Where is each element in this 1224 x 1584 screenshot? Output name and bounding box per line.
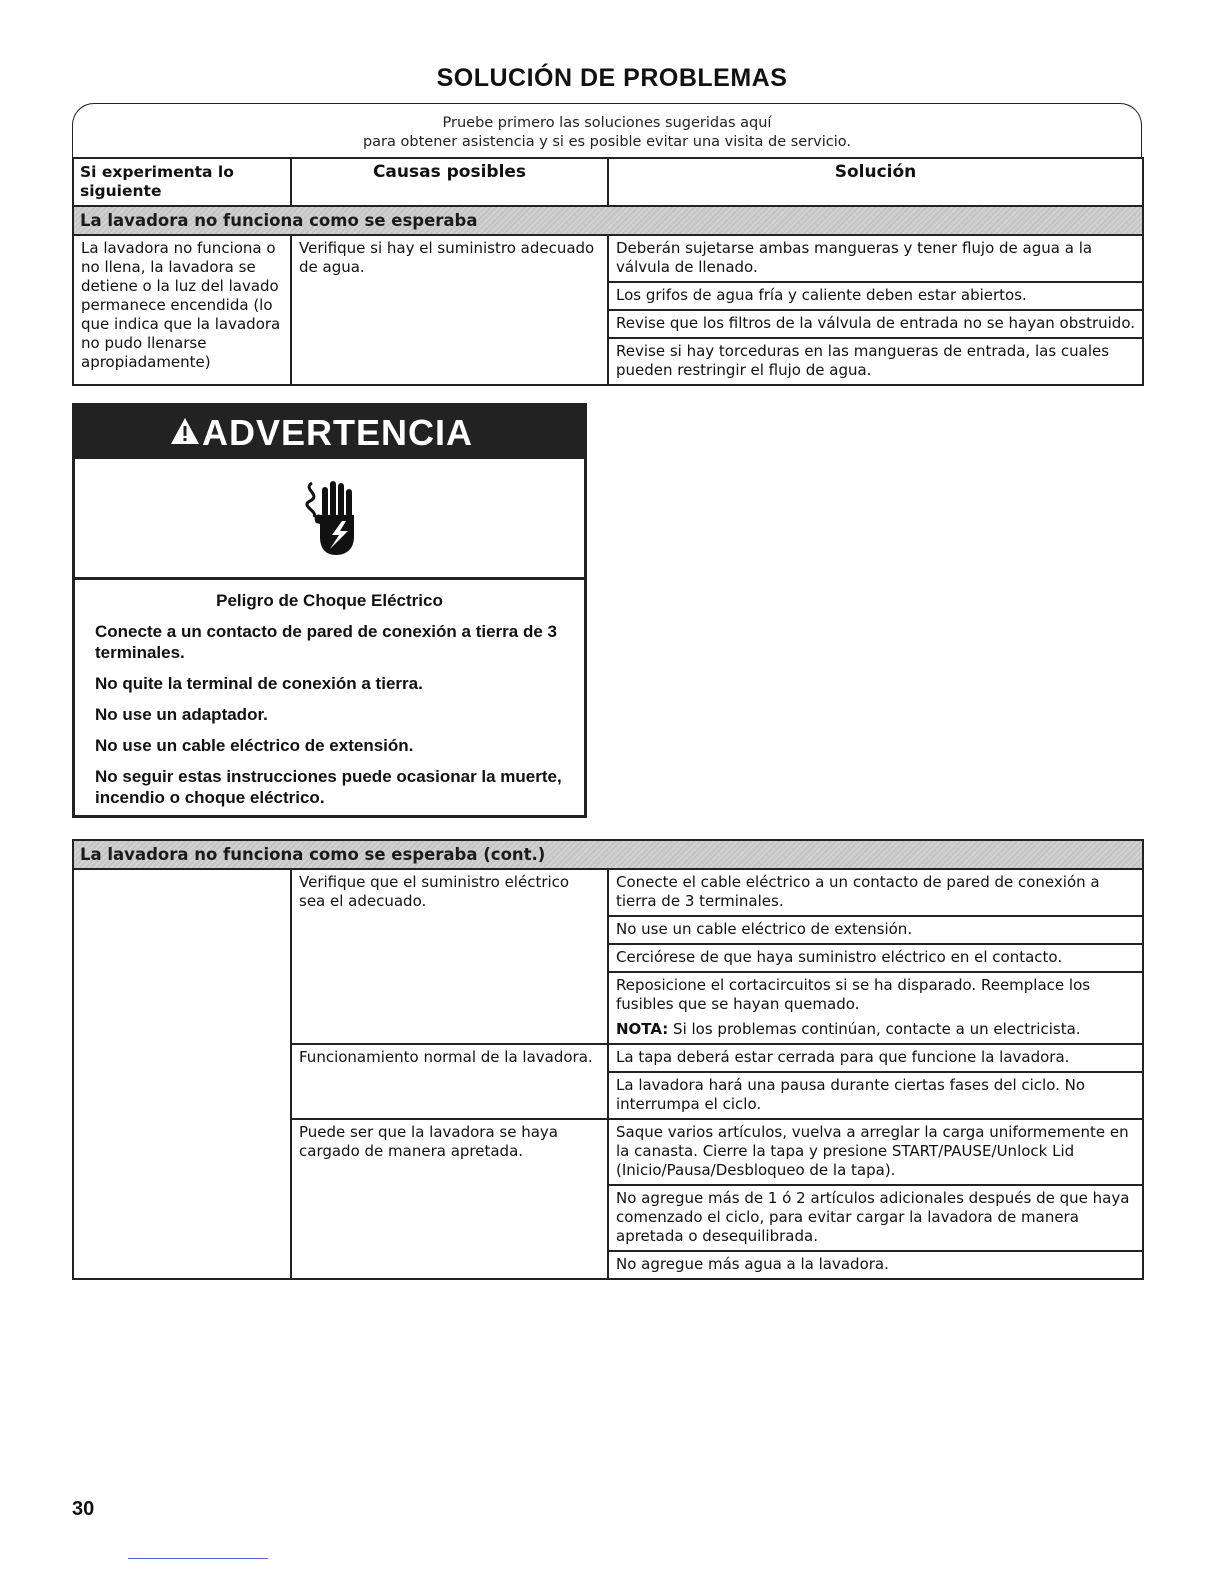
solution-item: Revise si hay torceduras en las mangueras de entrada, las cuales pueden restringir el flujo de agua.: [616, 342, 1110, 379]
section-row: [73, 206, 1143, 235]
section-title: La lavadora no funciona como se esperaba: [73, 206, 1143, 235]
note: [616, 1020, 1135, 1039]
cause-cell: Funcionamiento normal de la lavadora.: [291, 1044, 608, 1119]
shock-hazard-area: [75, 459, 584, 580]
warning-subtitle: Peligro de Choque Eléctrico: [216, 591, 443, 610]
warning-line: No quite la terminal de conexión a tierra.: [95, 674, 423, 693]
electric-shock-hand-icon: [292, 473, 368, 563]
header-causes: Causas posibles: [291, 158, 608, 206]
troubleshooting-table-cont: [72, 839, 1144, 1280]
solution-cell: [608, 1119, 1143, 1279]
note-label: NOTA:: [616, 1020, 669, 1038]
solution-item: La lavadora hará una pausa durante ciertas fases del ciclo. No interrumpa el ciclo.: [616, 1076, 1086, 1113]
solution-text: Reposicione el cortacircuitos si se ha disparado. Reemplace los fusibles que se hayan quemado.: [616, 976, 1091, 1013]
cause-cell: Puede ser que la lavadora se haya cargado de manera apretada.: [291, 1119, 608, 1279]
symptom-cell: La lavadora no funciona o no llena, la lavadora se detiene o la luz del lavado permanece encendida (lo que indica que la lavadora no pudo llenarse apropiadamente): [73, 235, 291, 385]
table-header-row: [73, 158, 1143, 206]
solution-item: [609, 973, 1142, 1043]
intro-line-2: para obtener asistencia y si es posible evitar una visita de servicio.: [362, 134, 852, 150]
solution-item: No agregue más de 1 ó 2 artículos adicionales después de que haya comenzado el ciclo, para evitar cargar la lavadora de manera apretada o desequilibrada.: [609, 1186, 1142, 1252]
table-row: [73, 235, 1143, 385]
warning-triangle-icon: [170, 412, 200, 454]
footer-rule: [128, 1558, 268, 1559]
page-title: SOLUCIÓN DE PROBLEMAS: [436, 64, 788, 92]
cause-cell: Verifique que el suministro eléctrico sea el adecuado.: [291, 869, 608, 1044]
warning-line: No use un adaptador.: [95, 705, 268, 724]
solution-item: No use un cable eléctrico de extensión.: [609, 917, 1142, 945]
note-text: Si los problemas continúan, contacte a un electricista.: [673, 1020, 1081, 1038]
warning-body: [75, 580, 584, 808]
symptom-cell: [73, 869, 291, 1279]
section-row: [73, 840, 1143, 869]
solution-cell: [608, 869, 1143, 1044]
solution-item: Conecte el cable eléctrico a un contacto de pared de conexión a tierra de 3 terminales.: [609, 870, 1142, 917]
section-title: La lavadora no funciona como se esperaba (cont.): [73, 840, 1143, 869]
table-row: [73, 869, 1143, 1044]
solution-item: Deberán sujetarse ambas mangueras y tener flujo de agua a la válvula de llenado.: [609, 236, 1142, 283]
troubleshooting-table: [72, 157, 1144, 386]
header-solution: Solución: [608, 158, 1143, 206]
warning-heading: ADVERTENCIA: [202, 411, 474, 453]
solution-cell: [608, 235, 1143, 385]
warning-line: No seguir estas instrucciones puede ocasionar la muerte, incendio o choque eléctrico.: [95, 767, 562, 807]
page-number: 30: [72, 1498, 95, 1520]
cause-cell: Verifique si hay el suministro adecuado de agua.: [291, 235, 608, 385]
warning-line: No use un cable eléctrico de extensión.: [95, 736, 414, 755]
solution-cell: [608, 1044, 1143, 1119]
header-symptom: Si experimenta lo siguiente: [73, 158, 291, 206]
solution-item: La tapa deberá estar cerrada para que funcione la lavadora.: [609, 1045, 1142, 1073]
solution-item: Saque varios artículos, vuelva a arreglar la carga uniformemente en la canasta. Cierre la tapa y presione START/PAUSE/Unlock Lid (Inicio/Pausa/Desbloqueo de la tapa).: [609, 1120, 1142, 1186]
solution-item: Cerciórese de que haya suministro eléctrico en el contacto.: [609, 945, 1142, 973]
intro-text: [72, 114, 1142, 152]
solution-item: No agregue más agua a la lavadora.: [616, 1255, 889, 1273]
intro-line-1: Pruebe primero las soluciones sugeridas aquí: [442, 115, 772, 131]
warning-line: Conecte a un contacto de pared de conexión a tierra de 3 terminales.: [95, 622, 557, 662]
solution-item: Revise que los filtros de la válvula de entrada no se hayan obstruido.: [609, 311, 1142, 339]
solution-item: Los grifos de agua fría y caliente deben estar abiertos.: [609, 283, 1142, 311]
warning-header: [75, 406, 584, 459]
warning-box: [72, 403, 587, 818]
